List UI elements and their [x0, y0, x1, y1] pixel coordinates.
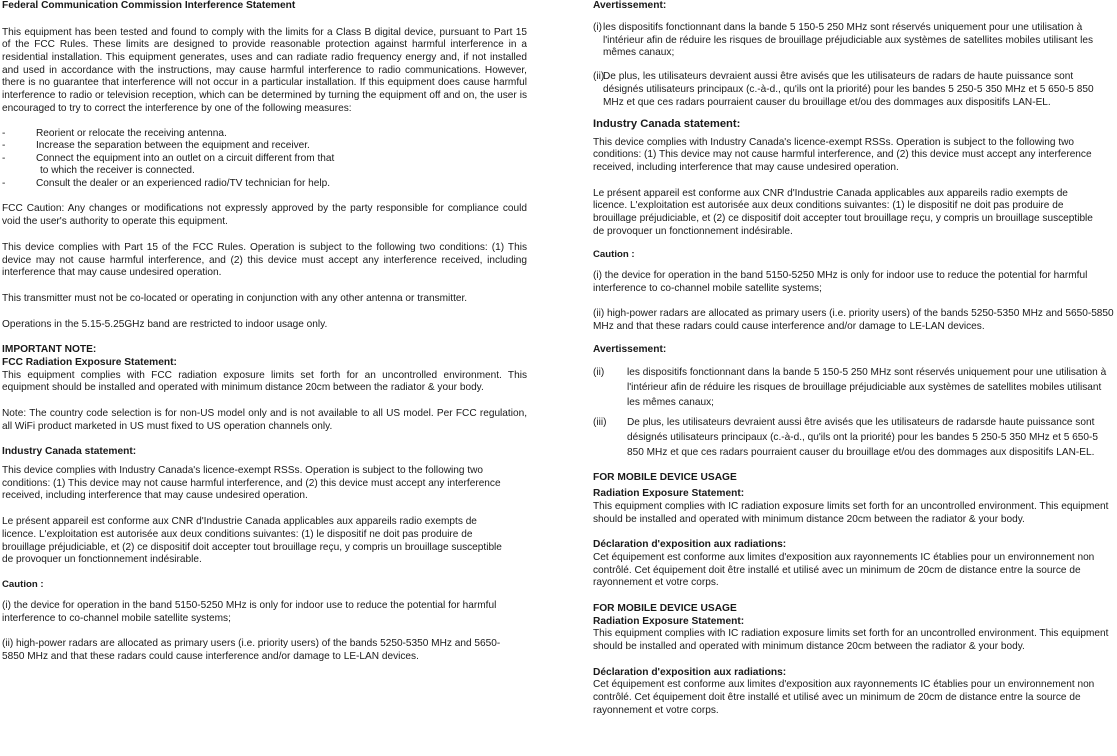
caution-title-left: Caution : — [2, 578, 44, 590]
ic-title-left: Industry Canada statement: — [2, 446, 137, 458]
ic-text-right: This device complies with Industry Canada's licence-exempt RSSs. Operation is subject to the following two conditions: (1) This device may not cause harmful interference, and (2) this device must accept any interference received, including interference that may cause undesired operation. — [593, 136, 1092, 173]
decl-text: Cet équipement est conforme aux limites d'exposition aux rayonnements IC établies pour un environnement non contrôlé. Cet équipement doit être installé et utilisé avec un minimum de 20cm de distance entre la source de rayonnement et votre corps. — [593, 551, 1095, 589]
list-item: - Increase the separation between the equipment and receiver. — [2, 140, 310, 152]
list-item: - Connect the equipment into an outlet on a circuit different from that — [2, 152, 335, 164]
avert-title: Avertissement: — [593, 0, 667, 11]
fcc-intro: This equipment has been tested and found to comply with the limits for a Class B digital device, pursuant to Part 15 of the FCC Rules. These limits are designed to provide reasonable protection against harmful interference in a residential installation. This equipment generates, uses and can radiate radio frequency energy and, if not installed and used in accordance with the instructions, may cause harmful interference to radio communications. However, there is no guarantee that interference will not occur in a particular installation. If this equipment does cause harmful interference to radio or television reception, which can be determined by turning the equipment off and on, the user is encouraged to try to correct the interference by one of the following measures: — [2, 26, 527, 114]
rad-title-right-2: Radiation Exposure Statement: — [593, 615, 745, 627]
rad-text-right: This equipment complies with IC radiation exposure limits set forth for an uncontrolled environment. This equipment should be installed and operated with minimum distance 20cm between the radiator & your body. — [593, 500, 1109, 525]
decl-text-2: Cet équipement est conforme aux limites d'exposition aux rayonnements IC établies pour un environnement non contrôlé. Cet équipement doit être installé et utilisé avec un minimum de 20cm de distance entre la source de rayonnement et votre corps. — [593, 679, 1095, 716]
list-item: to which the receiver is connected. — [40, 165, 195, 177]
left-column — [2, 0, 527, 664]
decl-title: Déclaration d'exposition aux radiations: — [593, 539, 787, 551]
rad-text-right-2: This equipment complies with IC radiation exposure limits set forth for an uncontrolled environment. This equipment should be installed and operated with minimum distance 20cm between the radiator & your body. — [593, 628, 1109, 652]
fcc-rad-title: FCC Radiation Exposure Statement: — [2, 357, 177, 368]
country-note: Note: The country code selection is for non-US model only and is not available to all US model. Per FCC regulation, all WiFi product marketed in US must fixed to US operation channels only. — [2, 408, 527, 432]
list-item: (ii) les dispositifs fonctionnant dans la bande 5 150-5 250 MHz sont réservés uniquement pour une utilisation à l'intérieur afin de réduire les risques de brouillage préjudiciable aux systèmes de satellites mobiles utilisant les mêmes canaux; — [593, 366, 1107, 409]
caution-title-right: Caution : — [593, 249, 635, 261]
ic-fr-right: Le présent appareil est conforme aux CNR d'Industrie Canada applicables aux appareils radio exempts de licence. L'exploitation est autorisée aux deux conditions suivantes: (1) le dispositif ne doit pas produire de brouillage préjudiciable, et (2) ce dispositif doit accepter tout brouillage reçu, y compris un brouillage susceptible de provoquer un fonctionnement indésirable. — [593, 187, 1093, 237]
fcc-caution: FCC Caution: Any changes or modifications not expressly approved by the party responsible for compliance could void the user's authority to operate this equipment. — [2, 203, 527, 228]
list-item: (iii) De plus, les utilisateurs devraient aussi être avisés que les utilisateurs de radarsde haute puissance sont désignés utilisateurs principaux (c.-à-d., qu'ils ont la priorité) pour les bandes 5 250-5 350 MHz et 5 650-5 850 MHz et que ces radars pourraient causer du brouillage et/ou des dommages aux dispositifs LAN-EL. — [593, 416, 1098, 459]
caution-ii-left: (ii) high-power radars are allocated as primary users (i.e. priority users) of the bands 5250-5350 MHz and 5650-5850 MHz and that these radars could cause interference and/or damage to LE-LAN devices. — [2, 638, 501, 663]
mobile-title: FOR MOBILE DEVICE USAGE — [593, 471, 737, 483]
list-item: - Reorient or relocate the receiving antenna. — [2, 127, 227, 139]
list-item: (i) les dispositifs fonctionnant dans la bande 5 150-5 250 MHz sont réservés uniquement pour une utilisation à l'intérieur afin de réduire les risques de brouillage préjudiciable aux systèmes de satellites mobiles utilisant les mêmes canaux; — [593, 21, 1094, 59]
fcc-rad-text: This equipment complies with FCC radiation exposure limits set forth for an uncontrolled environment. This equipment should be installed and operated with minimum distance 20cm between the radiator & your body. — [2, 369, 527, 394]
mobile-title-2: FOR MOBILE DEVICE USAGE — [593, 602, 737, 614]
band-note: Operations in the 5.15-5.25GHz band are restricted to indoor usage only. — [2, 318, 328, 330]
decl-title-2: Déclaration d'exposition aux radiations: — [593, 666, 787, 678]
important-title: IMPORTANT NOTE: — [2, 344, 97, 356]
caution-i-left: (i) the device for operation in the band 5150-5250 MHz is only for indoor use to reduce the potential for harmful interference to co-channel mobile satellite systems; — [2, 599, 497, 624]
fcc-part15: This device complies with Part 15 of the FCC Rules. Operation is subject to the following two conditions: (1) This device may not cause harmful interference, and (2) this device must accept any interference received, including interference that may cause undesired operation. — [2, 241, 527, 279]
colocation-note: This transmitter must not be co-located or operating in conjunction with any other antenna or transmitter. — [2, 293, 468, 304]
ic-title-right: Industry Canada statement: — [593, 118, 741, 131]
ic-fr-left: Le présent appareil est conforme aux CNR d'Industrie Canada applicables aux appareils radio exempts de licence. L'exploitation est autorisée aux deux conditions suivantes: (1) le dispositif ne doit pas produire de brouillage préjudiciable, et (2) ce dispositif doit accepter tout brouillage reçu, y compris un brouillage susceptible de provoquer un fonctionnement indésirable. — [2, 516, 502, 566]
ic-text-left: This device complies with Industry Canada's licence-exempt RSSs. Operation is subject to the following two conditions: (1) This device may not cause harmful interference, and (2) this device must accept any interference received, including interference that may cause undesired operation. — [2, 465, 501, 502]
right-column — [593, 0, 1116, 717]
measures-list — [2, 128, 527, 191]
fcc-title: Federal Communication Commission Interference Statement — [2, 0, 296, 11]
list-item: - Consult the dealer or an experienced radio/TV technician for help. — [2, 177, 331, 189]
caution-ii-right: (ii) high-power radars are allocated as primary users (i.e. priority users) of the bands 5250-5350 MHz and 5650-5850 MHz and that these radars could cause interference and/or damage to LE-LAN devices. — [593, 307, 1114, 332]
avert2-title: Avertissement: — [593, 344, 667, 356]
caution-i-right: (i) the device for operation in the band 5150-5250 MHz is only for indoor use to reduce the potential for harmful interference to co-channel mobile satellite systems; — [593, 270, 1088, 295]
list-item: (ii) De plus, les utilisateurs devraient aussi être avisés que les utilisateurs de radars de haute puissance sont désignés utilisateurs principaux (c.-à-d., qu'ils ont la priorité) pour les bandes 5 250-5 350 MHz et 5 650-5 850 MHz et que ces radars pourraient causer du brouillage et/ou des dommages aux dispositifs LAN-EL. — [593, 71, 1094, 109]
rad-title-right: Radiation Exposure Statement: — [593, 488, 745, 500]
